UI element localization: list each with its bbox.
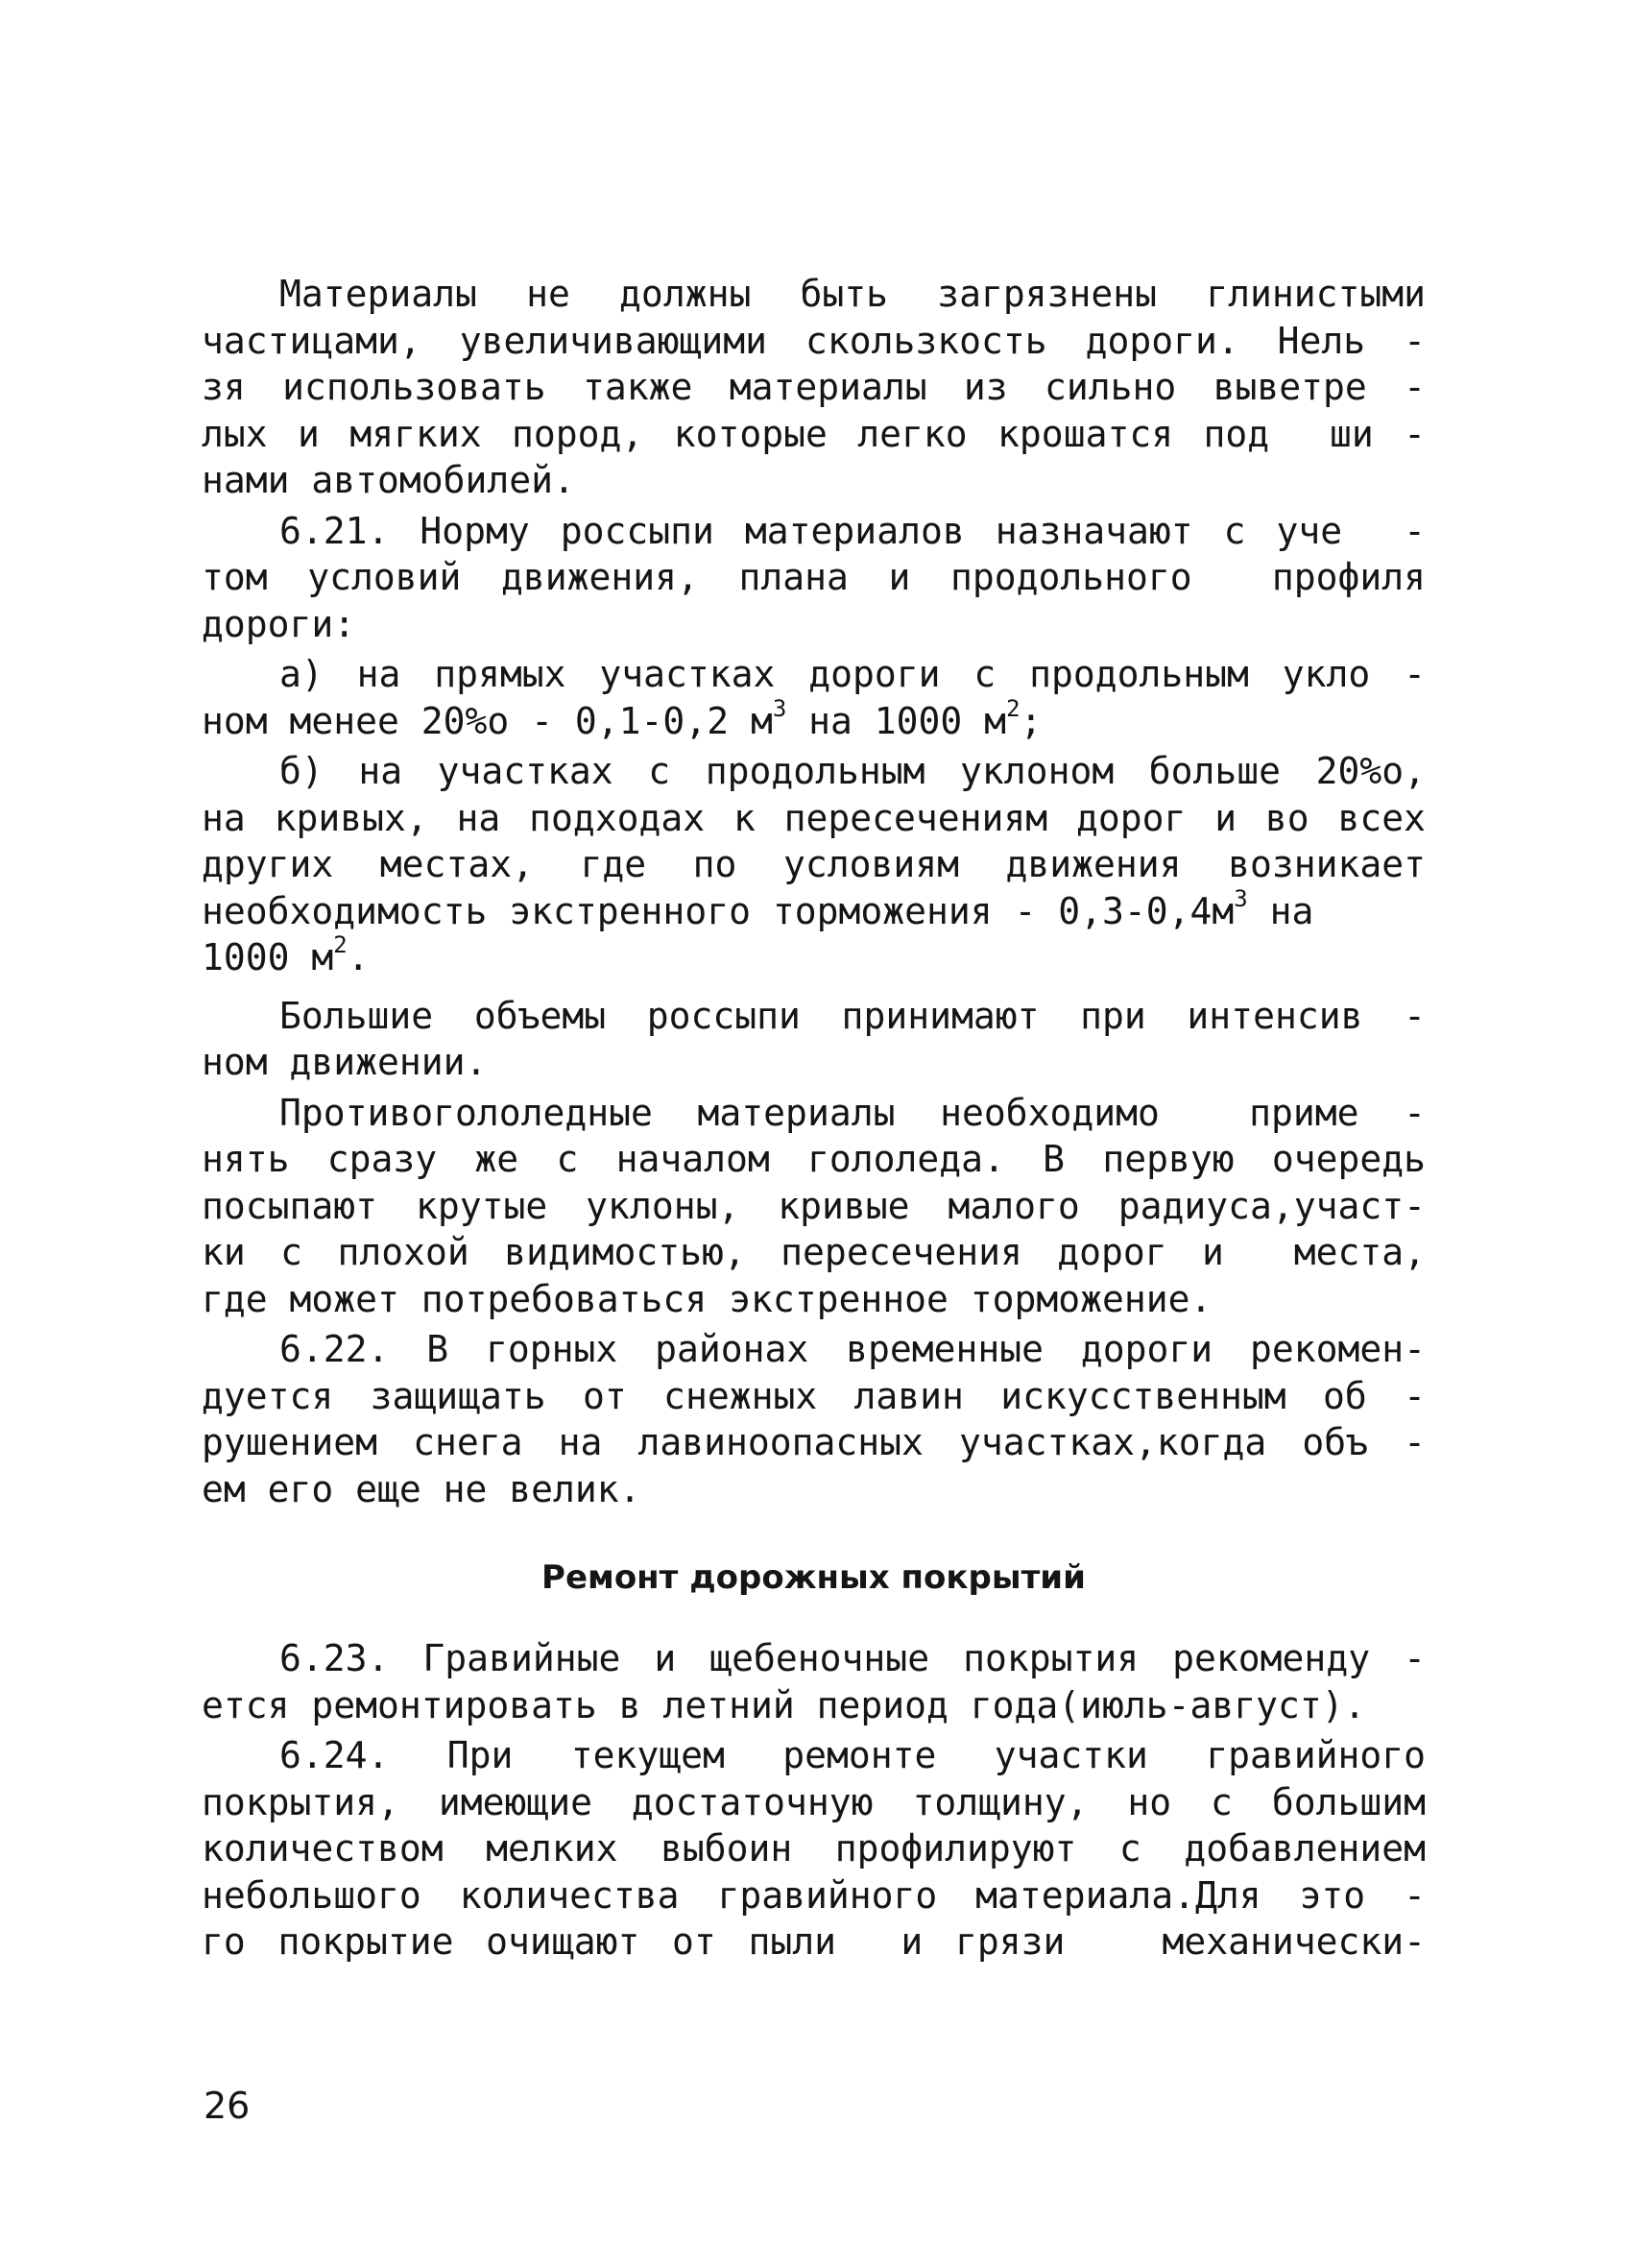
text-line: где может потребоваться экстренное торможение.: [202, 1277, 1213, 1320]
text-line: Большие объемы россыпи принимают при интенсив -: [279, 994, 1426, 1037]
paragraph-6-23: [202, 1635, 1426, 1728]
item-a: [202, 651, 1426, 744]
text-line: 6.21. Норму россыпи материалов назначают с уче -: [279, 509, 1426, 552]
text-line: Материалы не должны быть загрязнены глинистыми: [279, 273, 1426, 315]
text-line: дуется защищать от снежных лавин искусственным об -: [202, 1374, 1426, 1417]
text-line: 6.24. При текущем ремонте участки гравийного: [279, 1734, 1426, 1776]
superscript: 3: [772, 697, 787, 722]
text-line: нять сразу же с началом гололеда. В первую очередь: [202, 1138, 1426, 1180]
paragraph-anti-ice: [202, 1090, 1426, 1323]
paragraph-6-24: [202, 1732, 1426, 1966]
text-line: покрытия, имеющие достаточную толщину, но с большим: [202, 1780, 1426, 1823]
text-line: ки с плохой видимостью, пересечения дорог и места,: [202, 1231, 1426, 1273]
text-line: 6.22. В горных районах временные дороги рекомен-: [279, 1328, 1426, 1370]
text-line: лых и мягких пород, которые легко крошатся под ши -: [202, 412, 1426, 455]
text-line: на кривых, на подходах к пересечениям дорог и во всех: [202, 796, 1426, 839]
text-line: количеством мелких выбоин профилируют с добавлением: [202, 1827, 1426, 1870]
text-line: том условий движения, плана и продольного профиля: [202, 556, 1426, 598]
section-heading: Ремонт дорожных покрытий: [541, 1558, 1086, 1597]
text-line: частицами, увеличивающими скользкость дороги. Нель -: [202, 319, 1426, 362]
text-line: небольшого количества гравийного материала.Для это -: [202, 1873, 1426, 1917]
superscript: 2: [1006, 697, 1021, 722]
paragraph-materials-clean: [202, 271, 1426, 504]
page-number: 26: [204, 2085, 251, 2127]
formula-line-b-end: 1000 $м^2$.: [202, 934, 1426, 981]
text-line: дороги:: [202, 602, 356, 645]
text-line: ется ремонтировать в летний период года(июль-август).: [202, 1683, 1366, 1726]
superscript: 3: [1234, 887, 1248, 912]
paragraph-large-volumes: [202, 993, 1426, 1086]
text-line: ном движении.: [202, 1041, 488, 1083]
text-line: б) на участках с продольным уклоном больше 20%о,: [279, 750, 1426, 792]
formula-line-a: ном менее 20%о - 0,1-0,2 $м^3$ на 1000 $м^2$;: [202, 698, 1426, 745]
text-line: посыпают крутые уклоны, кривые малого радиуса,участ-: [202, 1184, 1426, 1227]
paragraph-6-22: [202, 1326, 1426, 1512]
paragraph-6-21: [202, 508, 1426, 648]
text-line: нами автомобилей.: [202, 459, 575, 501]
page-body: [202, 271, 1426, 1966]
formula-line-b: необходимость экстренного торможения - $0,3-0,4м^3$ на: [202, 888, 1426, 935]
text-line: зя использовать также материалы из сильно выветре -: [202, 366, 1426, 408]
text-line: других местах, где по условиям движения возникает: [202, 843, 1426, 885]
text-line: а) на прямых участках дороги с продольным укло -: [279, 653, 1426, 695]
text-line: 6.23. Гравийные и щебеночные покрытия рекоменду -: [279, 1637, 1426, 1679]
text-line: Противогололедные материалы необходимо приме -: [279, 1091, 1426, 1134]
text-line: рушением снега на лавиноопасных участках,когда объ -: [202, 1421, 1426, 1463]
text-line: ем его еще не велик.: [202, 1467, 641, 1510]
item-b: [202, 748, 1426, 981]
superscript: 2: [333, 934, 348, 958]
text-line: го покрытие очищают от пыли и грязи механически-: [202, 1920, 1426, 1963]
